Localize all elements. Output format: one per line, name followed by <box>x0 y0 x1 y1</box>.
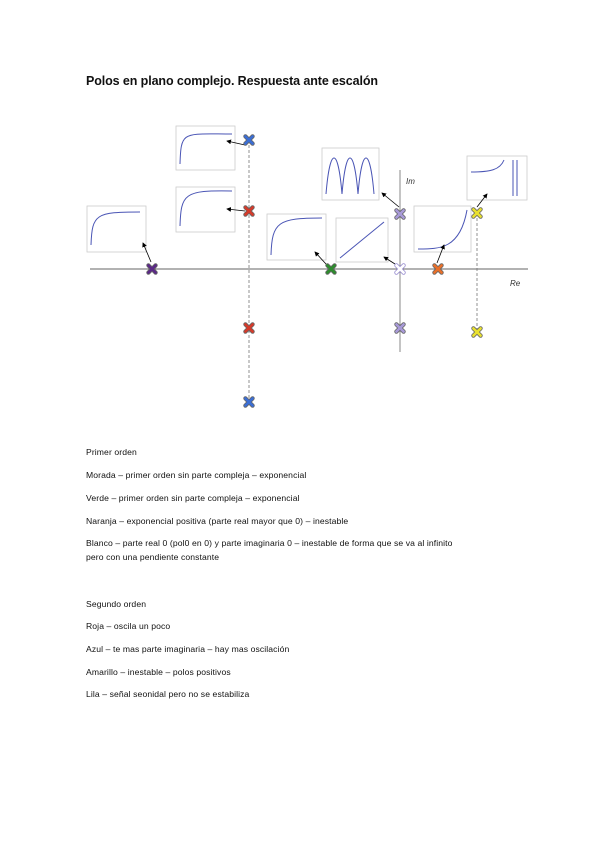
pole-roja-top <box>245 207 252 214</box>
plot-orange-response <box>414 206 471 252</box>
plot-white-response <box>336 218 388 262</box>
plot-red-response <box>176 187 235 232</box>
pole-amarillo-top <box>473 209 480 216</box>
first-order-line-blanco: Blanco – parte real 0 (pol0 en 0) y parte imaginaria 0 – inestable de forma que se va al infinito <box>86 538 453 548</box>
pole-roja-bottom <box>245 324 252 331</box>
plot-green-response <box>267 214 326 260</box>
pole-amarillo-bottom <box>473 328 480 335</box>
second-order-line-lila: Lila – señal seonidal pero no se estabiliza <box>86 689 250 699</box>
first-order-line-verde: Verde – primer orden sin parte compleja – exponencial <box>86 493 300 503</box>
second-order-line-amarillo: Amarillo – inestable – polos positivos <box>86 667 231 677</box>
page-title: Polos en plano complejo. Respuesta ante escalón <box>86 74 378 88</box>
pole-naranja <box>434 265 441 272</box>
pole-lila-top <box>396 210 403 217</box>
plot-lilac-response <box>322 148 379 200</box>
pole-blanco <box>396 265 403 272</box>
first-order-line-blanco-cont: pero con una pendiente constante <box>86 552 220 562</box>
first-order-heading: Primer orden <box>86 447 137 457</box>
arrow-purple <box>143 243 151 262</box>
arrow-lilac <box>382 193 399 207</box>
plot-blue-response <box>176 126 235 170</box>
axis-label-re: Re <box>510 279 521 288</box>
pole-verde <box>327 265 334 272</box>
pole-morada <box>148 265 155 272</box>
axis-label-im: Im <box>406 177 415 186</box>
second-order-line-roja: Roja – oscila un poco <box>86 621 171 631</box>
first-order-line-naranja: Naranja – exponencial positiva (parte real mayor que 0) – inestable <box>86 516 349 526</box>
pole-azul-top <box>245 136 252 143</box>
second-order-line-azul: Azul – te mas parte imaginaria – hay mas oscilación <box>86 644 290 654</box>
plot-yellow-response <box>467 156 527 200</box>
plot-purple-response <box>87 206 146 252</box>
pole-lila-bottom <box>396 324 403 331</box>
pole-azul-bottom <box>245 398 252 405</box>
second-order-heading: Segundo orden <box>86 599 147 609</box>
first-order-line-morada: Morada – primer orden sin parte compleja – exponencial <box>86 470 307 480</box>
